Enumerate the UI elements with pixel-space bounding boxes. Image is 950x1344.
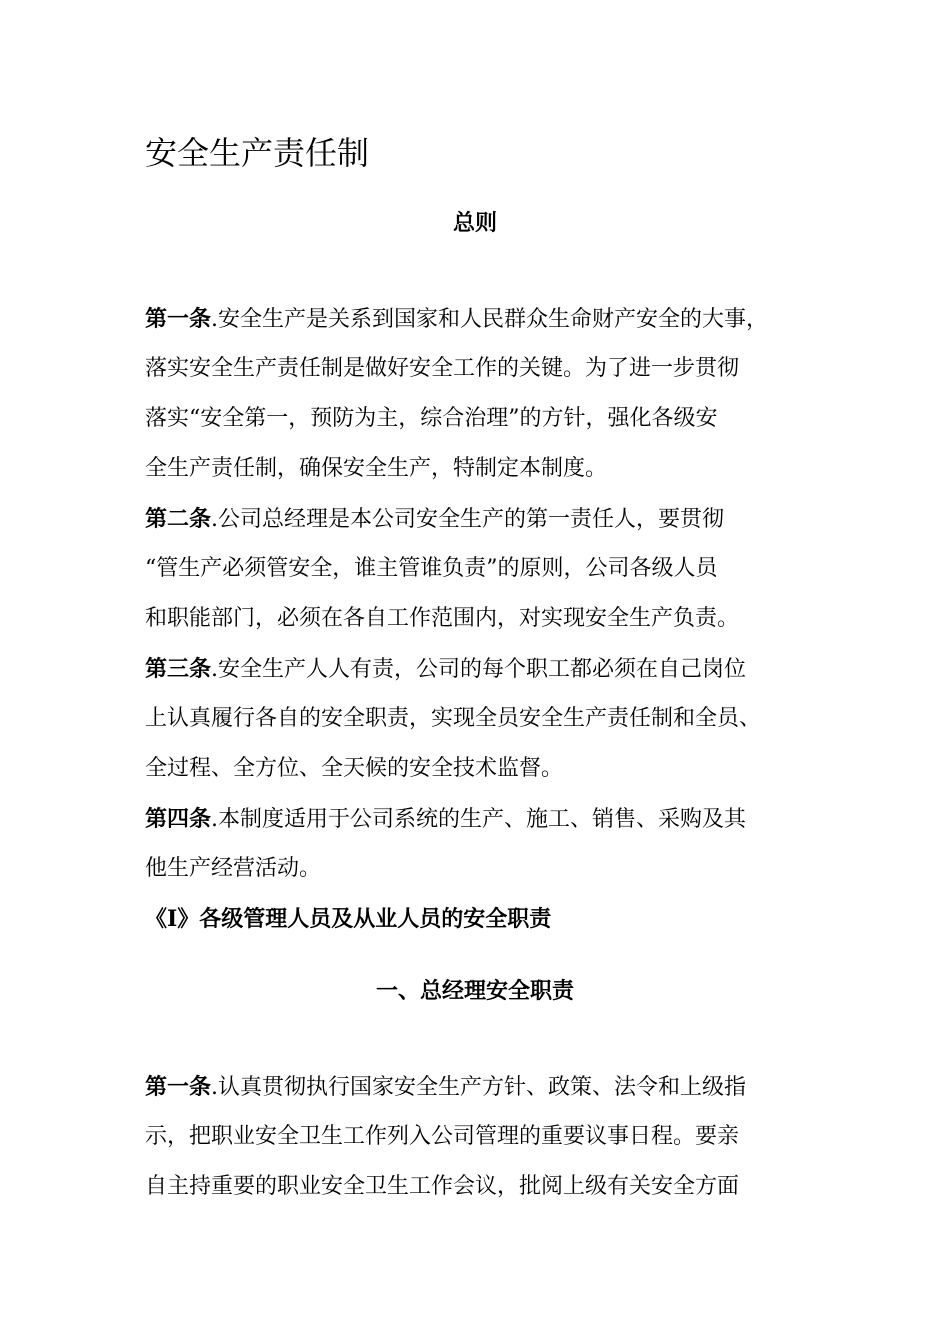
general-article-2 xyxy=(145,504,815,654)
document-title: 安全生产责任制 xyxy=(145,134,370,172)
article-text: .安全生产人人有责，公司的每个职工都必须在自己岗位 xyxy=(211,657,747,682)
part-heading: 《Ⅰ》各级管理人员及从业人员的安全职责 xyxy=(145,906,552,932)
general-article-4 xyxy=(145,804,815,904)
general-article-3 xyxy=(145,654,815,804)
article-line xyxy=(145,304,815,354)
article-line: 示，把职业安全卫生工作列入公司管理的重要议事日程。要亲 xyxy=(145,1124,740,1149)
article-text: .安全生产是关系到国家和人民群众生命财产安全的大事， xyxy=(211,307,769,332)
section-heading-general: 总则 xyxy=(452,210,497,236)
article-line: 落实“安全第一，预防为主，综合治理”的方针，强化各级安 xyxy=(145,406,718,431)
article-line: “管生产必须管安全，谁主管谁负责”的原则，公司各级人员 xyxy=(145,556,718,581)
article-line xyxy=(145,504,815,554)
article-line: 全过程、全方位、全天候的安全技术监督。 xyxy=(145,756,564,781)
article-line: 上认真履行各自的安全职责，实现全员安全生产责任制和全员、 xyxy=(145,706,762,731)
article-line xyxy=(145,1072,815,1122)
article-line: 落实安全生产责任制是做好安全工作的关键。为了进一步贯彻 xyxy=(145,356,740,381)
article-line: 和职能部门，必须在各自工作范围内，对实现安全生产负责。 xyxy=(145,606,740,631)
article-line: 自主持重要的职业安全卫生工作会议，批阅上级有关安全方面 xyxy=(145,1174,740,1199)
article-line: 他生产经营活动。 xyxy=(145,856,322,881)
section-heading-gm: 一、总经理安全职责 xyxy=(375,978,574,1004)
article-label: 第二条 xyxy=(145,506,212,532)
article-text: .认真贯彻执行国家安全生产方针、政策、法令和上级指 xyxy=(211,1075,747,1100)
article-label: 第三条 xyxy=(145,656,212,682)
article-label: 第四条 xyxy=(145,806,212,832)
article-text: .公司总经理是本公司安全生产的第一责任人，要贯彻 xyxy=(211,507,725,532)
article-line xyxy=(145,654,815,704)
article-line: 全生产责任制，确保安全生产，特制定本制度。 xyxy=(145,456,608,481)
general-article-1 xyxy=(145,304,815,504)
article-text: .本制度适用于公司系统的生产、施工、销售、采购及其 xyxy=(211,807,747,832)
gm-article-1 xyxy=(145,1072,815,1222)
article-line xyxy=(145,804,815,854)
article-label: 第一条 xyxy=(145,306,212,332)
article-label: 第一条 xyxy=(145,1074,212,1100)
